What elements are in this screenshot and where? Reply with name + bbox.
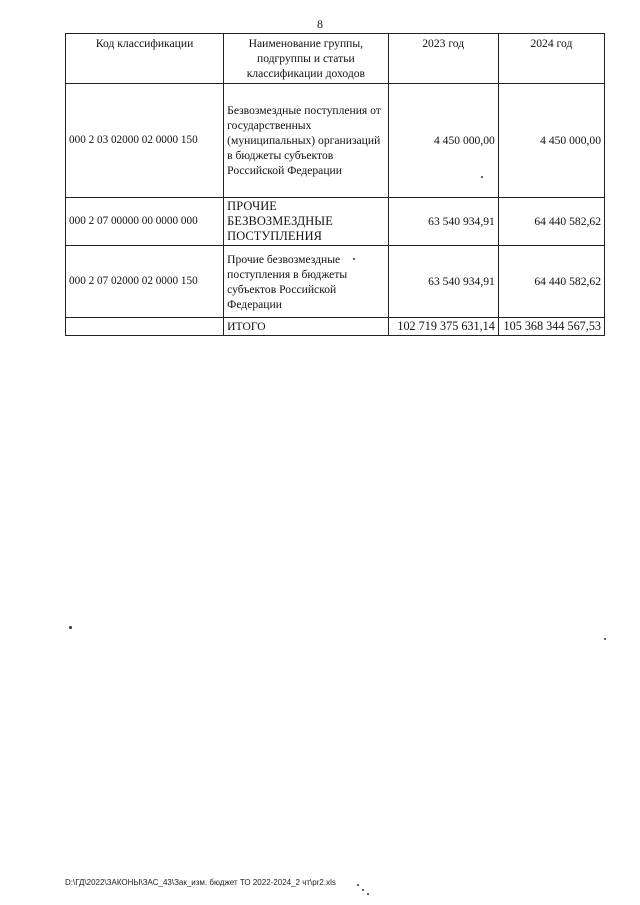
row-name: Безвозмездные поступления от государственных (муниципальных) организаций в бюджеты субъектов Российской Федерации	[224, 84, 388, 198]
header-year-2024: 2024 год	[498, 34, 604, 84]
row-code: 000 2 03 02000 02 0000 150	[66, 84, 224, 198]
scan-speck	[69, 626, 72, 629]
row-value-2024: 64 440 582,62	[498, 198, 604, 246]
scan-speck	[357, 884, 359, 886]
total-value-2023: 102 719 375 631,14	[388, 318, 498, 336]
total-value-2024: 105 368 344 567,53	[498, 318, 604, 336]
row-value-2023: 63 540 934,91	[388, 198, 498, 246]
row-code: 000 2 07 00000 00 0000 000	[66, 198, 224, 246]
row-value-2023: 4 450 000,00	[388, 84, 498, 198]
scan-speck	[362, 889, 364, 891]
total-label: ИТОГО	[224, 318, 388, 336]
header-year-2023: 2023 год	[388, 34, 498, 84]
scan-speck	[481, 176, 483, 178]
total-code	[66, 318, 224, 336]
table-row	[66, 246, 605, 318]
row-name: ПРОЧИЕ БЕЗВОЗМЕЗДНЫЕ ПОСТУПЛЕНИЯ	[224, 198, 388, 246]
total-row	[66, 318, 605, 336]
revenue-table	[65, 33, 605, 336]
scan-speck	[367, 893, 369, 895]
row-value-2024: 4 450 000,00	[498, 84, 604, 198]
scan-speck	[604, 638, 606, 640]
scan-speck	[353, 258, 355, 260]
row-code: 000 2 07 02000 02 0000 150	[66, 246, 224, 318]
row-name: Прочие безвозмездные поступления в бюджеты субъектов Российской Федерации	[224, 246, 388, 318]
header-name: Наименование группы, подгруппы и статьи классификации доходов	[224, 34, 388, 84]
row-value-2023: 63 540 934,91	[388, 246, 498, 318]
table-row	[66, 198, 605, 246]
page-number: 8	[317, 17, 323, 31]
table-row	[66, 84, 605, 198]
file-path-footer: D:\ГД\2022\ЗАКОНЫ\ЗАС_43\Зак_изм. бюджет ТО 2022-2024_2 чт\pr2.xls	[65, 878, 336, 887]
table-header-row	[66, 34, 605, 84]
row-value-2024: 64 440 582,62	[498, 246, 604, 318]
header-code: Код классификации	[66, 34, 224, 84]
